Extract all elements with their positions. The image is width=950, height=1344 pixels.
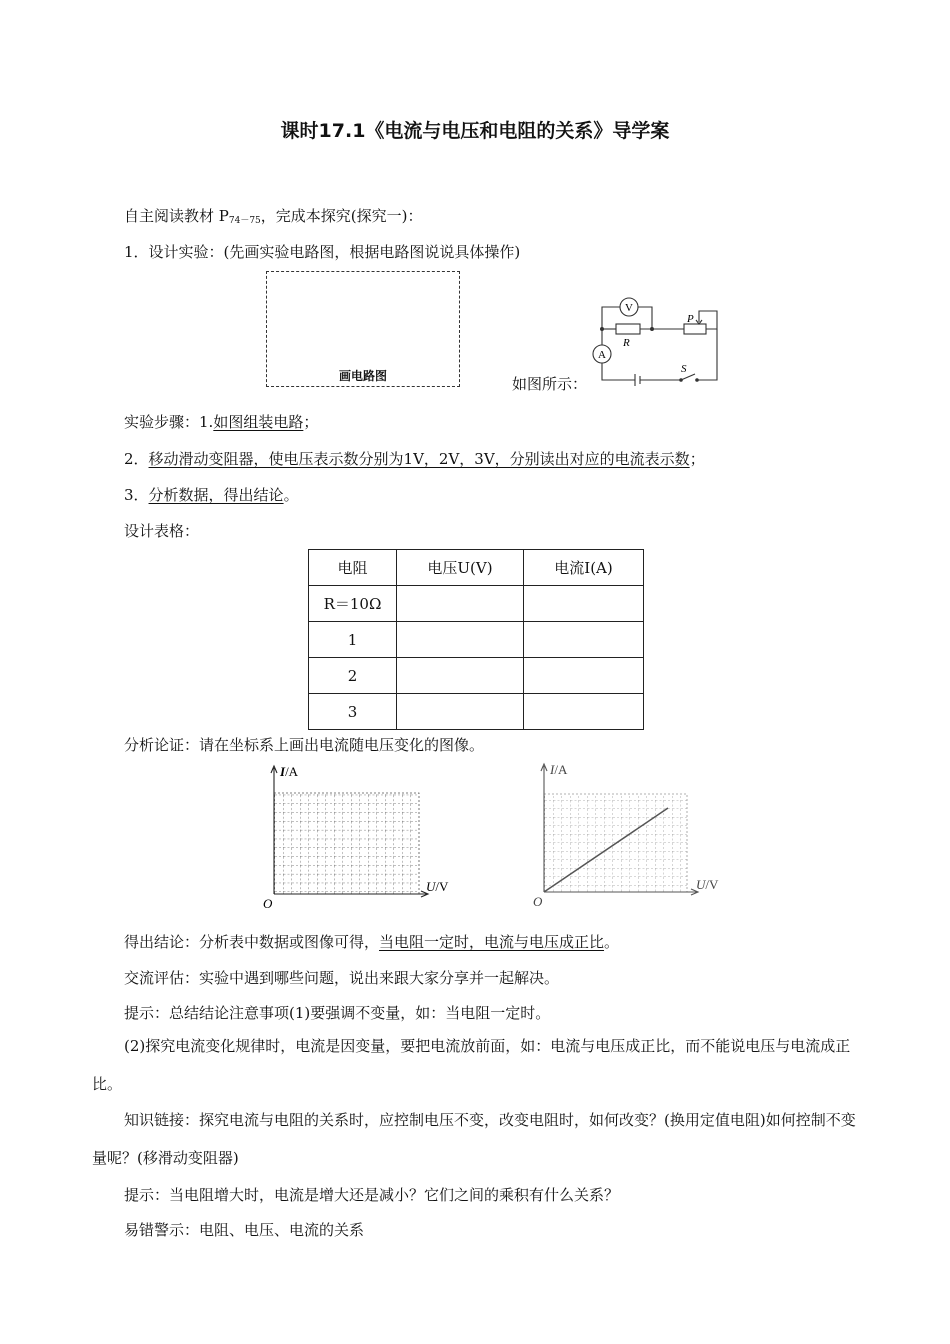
svg-text:O: O <box>263 896 273 911</box>
ammeter-label: A <box>598 349 606 361</box>
table-cell: 1 <box>309 622 397 658</box>
table-cell: 3 <box>309 694 397 730</box>
table-row <box>309 622 644 658</box>
resistor-label: R <box>623 337 630 349</box>
table-row <box>309 694 644 730</box>
table-cell[interactable] <box>524 622 644 658</box>
answer-graph <box>528 758 728 910</box>
as-shown-label: 如图所示： <box>512 375 588 393</box>
design-heading: 1．设计实验：(先画实验电路图，根据电路图说说具体操作) <box>124 243 521 261</box>
table-header-row <box>309 550 644 586</box>
knowledge-link: 知识链接：探究电流与电阻的关系时，应控制电压不变，改变电阻时，如何改变？(换用定值电阻)如何控制不变量呢？(移滑动变阻器) <box>92 1111 856 1167</box>
table-heading: 设计表格： <box>124 522 200 540</box>
table-row <box>309 586 644 622</box>
exchange-text: 交流评估：实验中遇到哪些问题，说出来跟大家分享并一起解决。 <box>124 969 560 987</box>
step-2: 2．移动滑动变阻器，使电压表示数分别为1V，2V，3V，分别读出对应的电流表示数； <box>124 450 705 468</box>
svg-text:I/A: I/A <box>280 764 299 779</box>
table-header-cell: 电流I(A) <box>524 550 644 586</box>
table-cell[interactable] <box>524 694 644 730</box>
slider-label: P <box>687 313 694 325</box>
draw-box-label: 画电路图 <box>338 369 387 383</box>
voltmeter-label: V <box>625 302 633 314</box>
step-1: 实验步骤：1.如图组装电路； <box>124 413 319 431</box>
svg-text:U/V: U/V <box>426 879 449 894</box>
table-cell[interactable] <box>524 586 644 622</box>
hint-3: 提示：当电阻增大时，电流是增大还是减小？它们之间的乘积有什么关系？ <box>124 1186 620 1204</box>
data-table <box>308 549 644 730</box>
svg-text:I/A: I/A <box>550 762 568 777</box>
page-title: 课时17.1《电流与电压和电阻的关系》导学案 <box>280 120 670 142</box>
switch-label: S <box>681 363 687 375</box>
svg-text:O: O <box>533 894 543 909</box>
analysis-text: 分析论证：请在坐标系上画出电流随电压变化的图像。 <box>124 736 485 754</box>
table-header-cell: 电压U(V) <box>397 550 524 586</box>
intro-line: 自主阅读教材 $P_{74-75}$，完成本探究(探究一)： <box>124 207 423 226</box>
error-warning: 易错警示：电阻、电压、电流的关系 <box>124 1221 365 1239</box>
table-row <box>309 658 644 694</box>
table-cell[interactable] <box>397 622 524 658</box>
table-cell[interactable] <box>397 586 524 622</box>
table-header-cell: 电阻 <box>309 550 397 586</box>
hint-1: 提示：总结结论注意事项(1)要强调不变量，如：当电阻一定时。 <box>124 1004 551 1022</box>
hint-2: (2)探究电流变化规律时，电流是因变量，要把电流放前面，如：电流与电压成正比，而不能说电压与电流成正比。 <box>92 1037 851 1093</box>
table-cell[interactable] <box>397 694 524 730</box>
draw-circuit-box[interactable] <box>266 271 460 387</box>
table-cell[interactable] <box>524 658 644 694</box>
table-cell[interactable] <box>397 658 524 694</box>
circuit-diagram <box>585 295 725 387</box>
svg-text:U/V: U/V <box>696 877 719 892</box>
conclusion: 得出结论：分析表中数据或图像可得，当电阻一定时，电流与电压成正比。 <box>124 933 620 951</box>
step-3: 3．分析数据，得出结论。 <box>124 486 299 504</box>
table-cell: R＝10Ω <box>309 586 397 622</box>
empty-graph[interactable] <box>258 760 458 912</box>
table-cell: 2 <box>309 658 397 694</box>
